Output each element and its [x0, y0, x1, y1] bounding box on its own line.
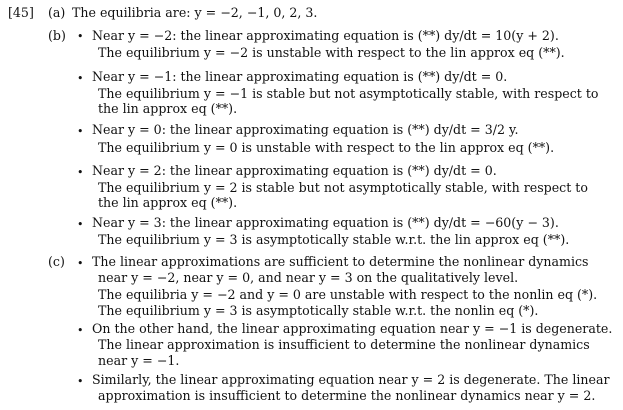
part-c-item-2-line-1: On the other hand, the linear approximating equation near y = −1 is degenerate.	[92, 321, 613, 336]
bullet-icon: •	[77, 375, 84, 388]
part-c-label: (c)	[48, 254, 65, 269]
part-c-item-1-line-2: near y = −2, near y = 0, and near y = 3 on the qualitatively level.	[98, 270, 519, 285]
part-b-item-5-line-2: The equilibrium y = 3 is asymptotically stable w.r.t. the lin approx eq (**).	[98, 232, 570, 247]
part-b-item-4-line-3: the lin approx eq (**).	[98, 195, 238, 210]
bullet-icon: •	[77, 218, 84, 231]
part-c-item-2-line-2: The linear approximation is insufficient to determine the nonlinear dynamics	[98, 337, 590, 352]
part-c-item-3-line-2: approximation is insufficient to determine the nonlinear dynamics near y = 2.	[98, 388, 596, 403]
bullet-icon: •	[77, 72, 84, 85]
part-a-label: (a)	[48, 5, 66, 20]
part-b-item-3-line-1: Near y = 0: the linear approximating equation is (**) dy/dt = 3/2 y.	[92, 122, 519, 137]
part-b-item-4-line-2: The equilibrium y = 2 is stable but not asymptotically stable, with respect to	[98, 180, 588, 195]
bullet-icon: •	[77, 30, 84, 43]
part-c-item-1-line-1: The linear approximations are sufficient to determine the nonlinear dynamics	[92, 254, 589, 269]
part-a-text: The equilibria are: y = −2, −1, 0, 2, 3.	[72, 5, 318, 20]
part-c-item-1-line-3: The equilibria y = −2 and y = 0 are unstable with respect to the nonlin eq (*).	[98, 287, 598, 302]
bullet-icon: •	[77, 324, 84, 337]
part-b-item-3-line-2: The equilibrium y = 0 is unstable with respect to the lin approx eq (**).	[98, 140, 555, 155]
part-c-item-3-line-1: Similarly, the linear approximating equation near y = 2 is degenerate. The linear	[92, 372, 610, 387]
part-c-item-1-line-4: The equilibrium y = 3 is asymptotically stable w.r.t. the nonlin eq (*).	[98, 303, 539, 318]
part-b-item-1-line-2: The equilibrium y = −2 is unstable with respect to the lin approx eq (**).	[98, 45, 565, 60]
part-c-item-2-line-3: near y = −1.	[98, 353, 180, 368]
part-b-item-2-line-3: the lin approx eq (**).	[98, 101, 238, 116]
part-b-item-2-line-1: Near y = −1: the linear approximating equation is (**) dy/dt = 0.	[92, 69, 508, 84]
part-b-label: (b)	[48, 28, 66, 43]
part-b-item-4-line-1: Near y = 2: the linear approximating equation is (**) dy/dt = 0.	[92, 163, 497, 178]
part-b-item-5-line-1: Near y = 3: the linear approximating equation is (**) dy/dt = −60(y − 3).	[92, 215, 559, 230]
bullet-icon: •	[77, 125, 84, 138]
bullet-icon: •	[77, 257, 84, 270]
part-b-item-2-line-2: The equilibrium y = −1 is stable but not asymptotically stable, with respect to	[98, 86, 599, 101]
part-b-item-1-line-1: Near y = −2: the linear approximating equation is (**) dy/dt = 10(y + 2).	[92, 28, 559, 43]
problem-number: [45]	[8, 5, 34, 20]
bullet-icon: •	[77, 166, 84, 179]
